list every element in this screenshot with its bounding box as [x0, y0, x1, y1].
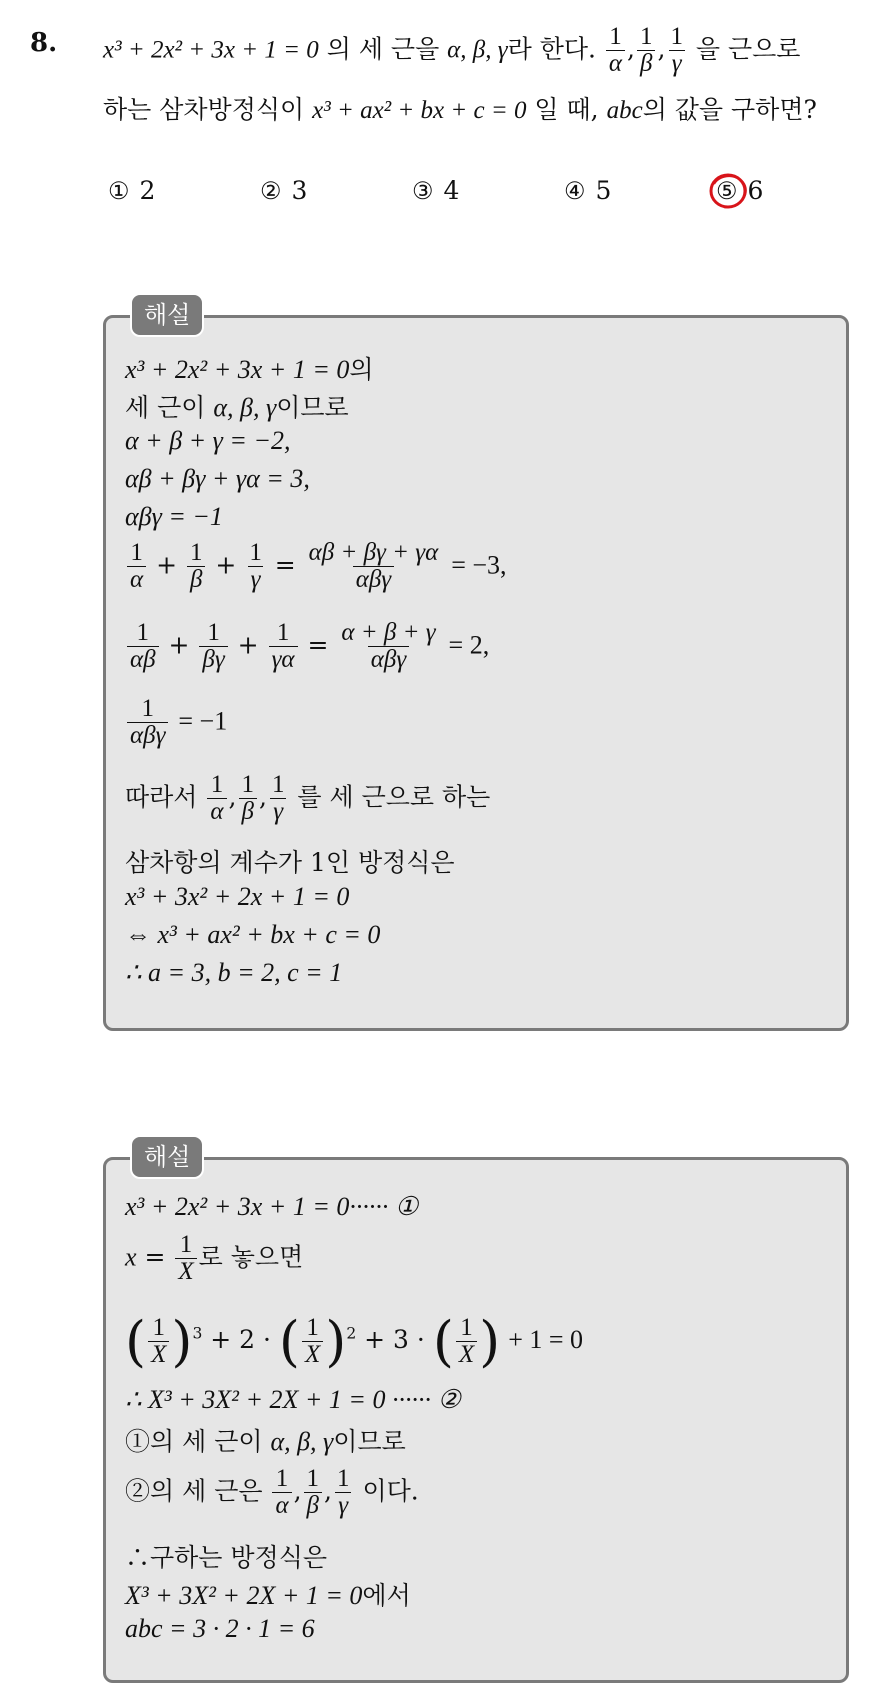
- exp1-fraction-sum: $\frac{\alpha + \beta + \gamma}{\text{αβγ}}$: [341, 619, 436, 674]
- choice-5[interactable]: ⑤ 6: [716, 176, 764, 205]
- exp2-line-5: ①의 세 근이 α, β, γ이므로: [125, 1427, 406, 1456]
- choice-4[interactable]: ④ 5: [564, 176, 612, 205]
- answer-choices: [108, 176, 808, 216]
- fraction-1-over-beta: $\frac{1}{\beta}$: [637, 24, 656, 78]
- exp1-line-10: 삼차항의 계수가 1인 방정식은: [125, 848, 455, 877]
- exp1-line-1: x³ + 2x² + 3x + 1 = 0의: [125, 355, 374, 384]
- exp2-line-7: ∴구하는 방정식은: [125, 1543, 327, 1572]
- choice-2[interactable]: ② 3: [260, 176, 308, 205]
- question-number: 8.: [30, 28, 58, 58]
- exp1-line-12: ⇔ x³ + ax² + bx + c = 0: [125, 920, 381, 949]
- exp1-line-8: $\frac{1}{\text{αβγ}}$ = −1: [125, 696, 227, 750]
- question-line-2: 하는 삼차방정식이 x³ + ax² + bx + c = 0 일 때, abc의 값을 구하면?: [103, 95, 817, 124]
- exp1-line-13: ∴ a = 3, b = 2, c = 1: [125, 958, 343, 987]
- exp1-line-6: $\frac{1}{\alpha}$ + $\frac{1}{\beta}$ + $\frac{1}{\gamma}$ = $\frac{\alpha\beta + \beta\gamma + \gamma\alpha}{\text{αβγ}}$ = −3,: [125, 540, 507, 594]
- exp2-line-4: ∴ X³ + 3X² + 2X + 1 = 0 ······ ②: [125, 1385, 461, 1414]
- choice-1[interactable]: ① 2: [108, 176, 156, 205]
- exp1-line-3: α + β + γ = −2,: [125, 426, 291, 455]
- exp1-line-9: 따라서 $\frac{1}{\alpha}$ , $\frac{1}{\beta}$ , $\frac{1}{\gamma}$ 를 세 근으로 하는: [125, 771, 491, 826]
- exp2-line-9: abc = 3 · 2 · 1 = 6: [125, 1614, 315, 1643]
- question-equation: x³ + 2x² + 3x + 1 = 0: [103, 36, 319, 64]
- choice-3[interactable]: ③ 4: [412, 176, 460, 205]
- selected-answer-circle-icon: [706, 170, 750, 212]
- exp1-fraction-sum-pairs: $\frac{\alpha\beta + \beta\gamma + \gamma\alpha}{\text{αβγ}}$: [308, 539, 439, 594]
- exp1-line-7: $\frac{1}{\alpha\beta}$ + $\frac{1}{\beta\gamma}$ + $\frac{1}{\gamma\alpha}$ = $\frac{\alpha + \beta + \gamma}{\text{αβγ}}$ = 2,: [125, 620, 489, 674]
- exp1-line-11: x³ + 3x² + 2x + 1 = 0: [125, 882, 350, 911]
- explanation-tag-1: 해설: [130, 293, 204, 337]
- fraction-1-over-gamma: $\frac{1}{\gamma}$: [670, 23, 683, 78]
- exp1-line-2: 세 근이 α, β, γ이므로: [125, 393, 349, 422]
- exp2-line-1: x³ + 2x² + 3x + 1 = 0······ ①: [125, 1192, 419, 1221]
- question-line-1: x³ + 2x² + 3x + 1 = 0 의 세 근을 α, β, γ라 한다. $\frac{1}{\alpha}$ , $\frac{1}{\beta}$ , $\frac{1}{\gamma}$ 을 근으로: [103, 23, 801, 78]
- fraction-1-over-alpha: $\frac{1}{\alpha}$: [606, 24, 625, 78]
- exp1-line-4: αβ + βγ + γα = 3,: [125, 464, 310, 493]
- exp2-line-6: ②의 세 근은 $\frac{1}{\alpha}$ , $\frac{1}{\beta}$ , $\frac{1}{\gamma}$ 이다.: [125, 1465, 419, 1520]
- exp2-line-8: X³ + 3X² + 2X + 1 = 0에서: [125, 1581, 411, 1610]
- explanation-tag-2: 해설: [130, 1135, 204, 1179]
- exp2-line-3: ( $\frac{1}{X}$ )$^3$ + 2 · ( $\frac{1}{X}$ )$^2$ + 3 · ( $\frac{1}{X}$ ) + 1 = 0: [125, 1310, 584, 1373]
- exp1-line-5: αβγ = −1: [125, 502, 223, 531]
- exp2-line-2: x = $\frac{1}{X}$ 로 놓으면: [125, 1231, 304, 1286]
